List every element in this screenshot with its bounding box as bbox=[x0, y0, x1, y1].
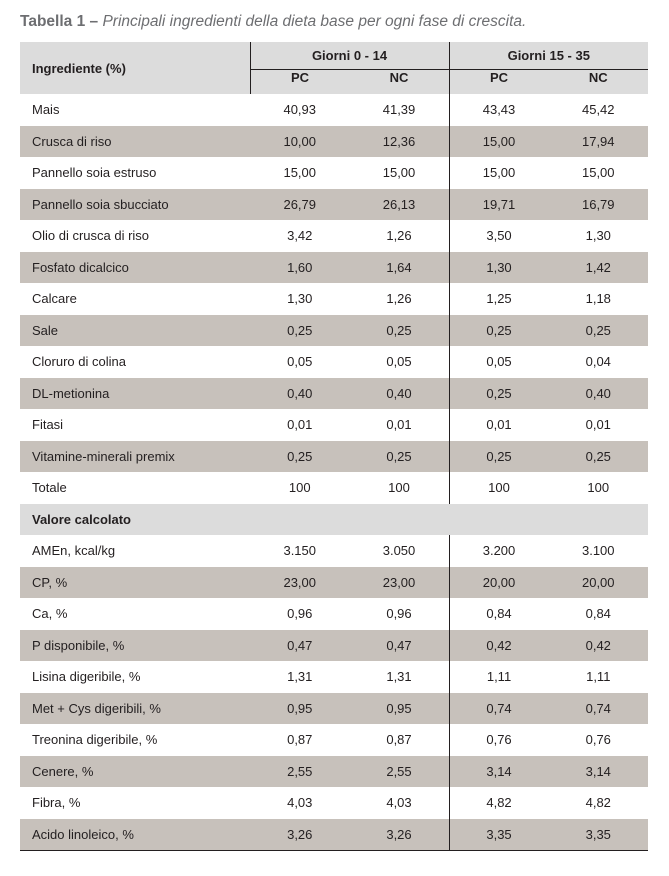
cell-value: 0,25 bbox=[350, 441, 450, 473]
cell-value: 0,25 bbox=[350, 315, 450, 347]
cell-value: 0,84 bbox=[486, 606, 512, 622]
cell-value: 17,94 bbox=[549, 126, 649, 158]
cell-value: 4,82 bbox=[486, 795, 512, 811]
table-caption bbox=[20, 13, 526, 31]
cell-value: 0,05 bbox=[350, 346, 450, 378]
cell-value: 41,39 bbox=[350, 94, 450, 126]
cell-value: 2,55 bbox=[350, 756, 450, 788]
cell-value: 20,00 bbox=[549, 567, 649, 599]
row-label: Cloruro di colina bbox=[32, 354, 126, 370]
cell-value: 0,42 bbox=[449, 630, 549, 662]
cell-value: 3,14 bbox=[549, 756, 649, 788]
table-row bbox=[20, 472, 648, 504]
cell-value: 40,93 bbox=[283, 102, 317, 118]
row-label: Fitasi bbox=[32, 417, 64, 433]
row-label: Cenere, % bbox=[20, 756, 250, 788]
row-label: Acido linoleico, % bbox=[20, 819, 250, 851]
cell-value: 0,04 bbox=[585, 354, 611, 370]
cell-value: 3,50 bbox=[486, 228, 512, 244]
cell-value: 0,25 bbox=[449, 315, 549, 347]
row-label: Vitamine-minerali premix bbox=[20, 441, 250, 473]
table-row bbox=[20, 252, 648, 284]
row-label: Treonina digeribile, % bbox=[32, 732, 158, 748]
row-label: Fibra, % bbox=[32, 795, 81, 811]
cell-value: 1,26 bbox=[350, 283, 450, 315]
cell-value: 0,25 bbox=[449, 378, 549, 410]
cell-value: 3.150 bbox=[283, 543, 317, 559]
cell-value: 43,43 bbox=[482, 102, 516, 118]
cell-value: 10,00 bbox=[250, 126, 350, 158]
cell-value: 1,42 bbox=[549, 252, 649, 284]
cell-value: 100 bbox=[350, 472, 450, 504]
table-row bbox=[20, 661, 648, 693]
cell-value: 26,13 bbox=[350, 189, 450, 221]
cell-value: 0,25 bbox=[549, 315, 649, 347]
section-row bbox=[20, 504, 648, 536]
row-label: Pannello soia estruso bbox=[32, 165, 157, 181]
cell-value: 1,31 bbox=[287, 669, 313, 685]
cell-value: 4,03 bbox=[350, 787, 450, 819]
cell-value: 16,79 bbox=[549, 189, 649, 221]
table-row bbox=[20, 756, 648, 788]
cell-value: 1,30 bbox=[287, 291, 313, 307]
cell-value: 45,42 bbox=[581, 102, 615, 118]
table-row bbox=[20, 94, 648, 126]
row-label: AMEn, kcal/kg bbox=[32, 543, 116, 559]
cell-value: 1,25 bbox=[486, 291, 512, 307]
cell-value: 1,30 bbox=[449, 252, 549, 284]
cell-value: 19,71 bbox=[449, 189, 549, 221]
cell-value: 0,40 bbox=[549, 378, 649, 410]
cell-value: 100 bbox=[288, 480, 311, 496]
caption-text: Principali ingredienti della dieta base per ogni fase di crescita. bbox=[102, 13, 527, 30]
row-label: Mais bbox=[32, 102, 60, 118]
row-label: Olio di crusca di riso bbox=[32, 228, 150, 244]
cell-value: 15,00 bbox=[482, 165, 516, 181]
cell-value: 3,14 bbox=[449, 756, 549, 788]
cell-value: 0,76 bbox=[585, 732, 611, 748]
cell-value: 0,40 bbox=[250, 378, 350, 410]
sub-header-pc: PC bbox=[250, 70, 350, 95]
table-row bbox=[20, 598, 648, 630]
cell-value: 3,35 bbox=[549, 819, 649, 851]
table-row bbox=[20, 693, 648, 725]
row-label: Crusca di riso bbox=[20, 126, 250, 158]
table-body bbox=[20, 94, 648, 851]
cell-value: 0,76 bbox=[486, 732, 512, 748]
row-label: Fosfato dicalcico bbox=[20, 252, 250, 284]
cell-value: 20,00 bbox=[449, 567, 549, 599]
cell-value: 0,25 bbox=[250, 441, 350, 473]
diet-table bbox=[20, 42, 648, 851]
sub-header-pc: PC bbox=[449, 70, 549, 95]
cell-value: 0,96 bbox=[350, 598, 450, 630]
table-row bbox=[20, 819, 648, 851]
cell-value: 12,36 bbox=[350, 126, 450, 158]
cell-value: 23,00 bbox=[250, 567, 350, 599]
cell-value: 0,25 bbox=[250, 315, 350, 347]
row-label: Sale bbox=[20, 315, 250, 347]
sub-header-nc: NC bbox=[549, 70, 649, 95]
group-header-days-15-35: Giorni 15 - 35 bbox=[449, 42, 648, 70]
row-label: Calcare bbox=[32, 291, 77, 307]
group-header-days-0-14: Giorni 0 - 14 bbox=[250, 42, 449, 70]
table-row bbox=[20, 315, 648, 347]
cell-value: 1,64 bbox=[350, 252, 450, 284]
cell-value: 0,95 bbox=[250, 693, 350, 725]
cell-value: 0,47 bbox=[250, 630, 350, 662]
section-title: Valore calcolato bbox=[20, 504, 648, 536]
cell-value: 4,82 bbox=[585, 795, 611, 811]
cell-value: 0,01 bbox=[350, 409, 450, 441]
cell-value: 0,87 bbox=[350, 724, 450, 756]
cell-value: 26,79 bbox=[250, 189, 350, 221]
cell-value: 0,01 bbox=[585, 417, 611, 433]
cell-value: 0,74 bbox=[449, 693, 549, 725]
cell-value: 15,00 bbox=[350, 157, 450, 189]
cell-value: 3,42 bbox=[287, 228, 313, 244]
cell-value: 3.050 bbox=[350, 535, 450, 567]
table-row bbox=[20, 378, 648, 410]
table-row bbox=[20, 283, 648, 315]
cell-value: 100 bbox=[488, 480, 510, 496]
cell-value: 0,01 bbox=[287, 417, 313, 433]
cell-value: 3.200 bbox=[482, 543, 516, 559]
table-row bbox=[20, 409, 648, 441]
cell-value: 0,87 bbox=[287, 732, 313, 748]
row-label: Met + Cys digeribili, % bbox=[20, 693, 250, 725]
cell-value: 0,01 bbox=[486, 417, 512, 433]
table-row bbox=[20, 157, 648, 189]
cell-value: 0,84 bbox=[585, 606, 611, 622]
cell-value: 0,96 bbox=[287, 606, 313, 622]
cell-value: 0,42 bbox=[549, 630, 649, 662]
cell-value: 0,95 bbox=[350, 693, 450, 725]
cell-value: 100 bbox=[587, 480, 610, 496]
table-row bbox=[20, 189, 648, 221]
table-row bbox=[20, 220, 648, 252]
cell-value: 15,00 bbox=[449, 126, 549, 158]
row-label: CP, % bbox=[20, 567, 250, 599]
cell-value: 15,00 bbox=[581, 165, 615, 181]
table-header bbox=[20, 42, 648, 94]
cell-value: 1,11 bbox=[586, 669, 611, 685]
cell-value: 1,11 bbox=[486, 669, 512, 685]
table-row bbox=[20, 724, 648, 756]
cell-value: 1,31 bbox=[350, 661, 450, 693]
cell-value: 1,60 bbox=[250, 252, 350, 284]
cell-value: 3,35 bbox=[449, 819, 549, 851]
cell-value: 0,05 bbox=[287, 354, 313, 370]
row-label: Totale bbox=[32, 480, 67, 496]
row-label: DL-metionina bbox=[20, 378, 250, 410]
table-row bbox=[20, 441, 648, 473]
row-label: Pannello soia sbucciato bbox=[20, 189, 250, 221]
table-row bbox=[20, 346, 648, 378]
table-row bbox=[20, 787, 648, 819]
cell-value: 23,00 bbox=[350, 567, 450, 599]
cell-value: 0,74 bbox=[549, 693, 649, 725]
cell-value: 3,26 bbox=[350, 819, 450, 851]
ingredient-column-header: Ingrediente (%) bbox=[20, 42, 250, 94]
caption-label: Tabella 1 – bbox=[20, 13, 99, 30]
cell-value: 15,00 bbox=[283, 165, 317, 181]
cell-value: 1,30 bbox=[585, 228, 611, 244]
sub-header-nc: NC bbox=[350, 70, 450, 95]
cell-value: 0,05 bbox=[486, 354, 512, 370]
cell-value: 0,25 bbox=[549, 441, 649, 473]
table-row bbox=[20, 567, 648, 599]
row-label: Lisina digeribile, % bbox=[32, 669, 141, 685]
cell-value: 1,18 bbox=[585, 291, 611, 307]
cell-value: 0,25 bbox=[449, 441, 549, 473]
cell-value: 1,26 bbox=[350, 220, 450, 252]
table-row bbox=[20, 126, 648, 158]
cell-value: 0,47 bbox=[350, 630, 450, 662]
row-label: P disponibile, % bbox=[20, 630, 250, 662]
cell-value: 4,03 bbox=[287, 795, 313, 811]
row-label: Ca, % bbox=[32, 606, 68, 622]
cell-value: 0,40 bbox=[350, 378, 450, 410]
table-row bbox=[20, 630, 648, 662]
cell-value: 3.100 bbox=[581, 543, 615, 559]
table-row bbox=[20, 535, 648, 567]
cell-value: 2,55 bbox=[250, 756, 350, 788]
cell-value: 3,26 bbox=[250, 819, 350, 851]
